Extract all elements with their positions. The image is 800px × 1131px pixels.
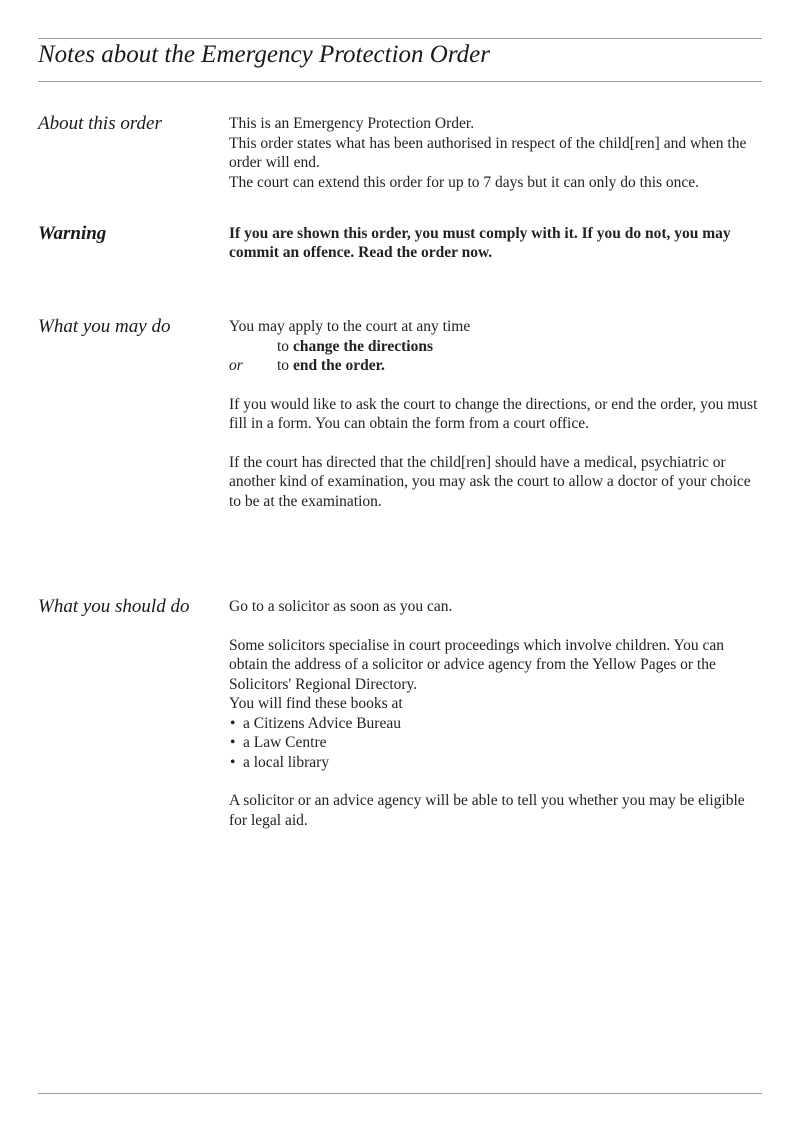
about-line-2: This order states what has been authorised in respect of the child[ren] and when the order will end.	[229, 134, 747, 171]
may-do-section	[38, 317, 762, 511]
option1-prefix: to	[277, 337, 290, 355]
should-do-para-3: A solicitor or an advice agency will be able to tell you whether you may be eligible for legal aid.	[229, 792, 745, 829]
about-label: About this order	[38, 113, 162, 134]
page-title: Notes about the Emergency Protection Order	[38, 41, 490, 68]
about-body	[229, 114, 762, 192]
about-line-1: This is an Emergency Protection Order.	[229, 115, 475, 132]
about-section	[38, 114, 762, 192]
may-do-intro: You may apply to the court at any time	[229, 318, 471, 335]
list-item: • a Citizens Advice Bureau	[230, 714, 401, 732]
books-intro: You will find these books at	[229, 695, 403, 712]
may-do-label: What you may do	[38, 316, 171, 337]
places-list	[229, 714, 762, 773]
warning-section	[38, 224, 762, 262]
title-rule	[38, 81, 762, 82]
may-do-body	[229, 317, 762, 511]
about-line-3: The court can extend this order for up to 7 days but it can only do this once.	[229, 173, 700, 191]
may-do-para-3: If the court has directed that the child[ren] should have a medical, psychiatric or another kind of examination, you may ask the court to allow a doctor of your choice to be at the examination.	[229, 453, 751, 510]
bullet-icon: •	[230, 734, 236, 751]
should-do-para-1: Go to a solicitor as soon as you can.	[229, 598, 453, 615]
option2-bold: end the order.	[292, 357, 385, 374]
bottom-rule	[38, 1093, 762, 1094]
may-do-para-2: If you would like to ask the court to change the directions, or end the order, you must fill in a form. You can obtain the form from a court office.	[229, 395, 758, 432]
should-do-label: What you should do	[38, 596, 190, 617]
warning-body	[229, 224, 762, 262]
option2-prefix: to	[277, 357, 290, 374]
should-do-body	[229, 597, 762, 830]
bullet-icon: •	[230, 714, 236, 732]
option-change-directions	[229, 337, 762, 357]
warning-text: If you are shown this order, you must comply with it. If you do not, you may commit an offence. Read the order now.	[229, 225, 731, 261]
top-rule	[38, 38, 762, 39]
should-do-para-2: Some solicitors specialise in court proceedings which involve children. You can obtain the address of a solicitor or advice agency from the Yellow Pages or the Solicitors' Regional Directory.	[229, 636, 725, 693]
list-item: • a Law Centre	[230, 734, 327, 751]
option1-bold: change the directions	[292, 337, 434, 355]
option2-key: or	[229, 357, 243, 374]
warning-label: Warning	[38, 223, 107, 244]
list-item: • a local library	[230, 753, 330, 771]
should-do-section	[38, 597, 762, 830]
bullet-icon: •	[230, 753, 236, 771]
option-end-order	[229, 356, 762, 376]
